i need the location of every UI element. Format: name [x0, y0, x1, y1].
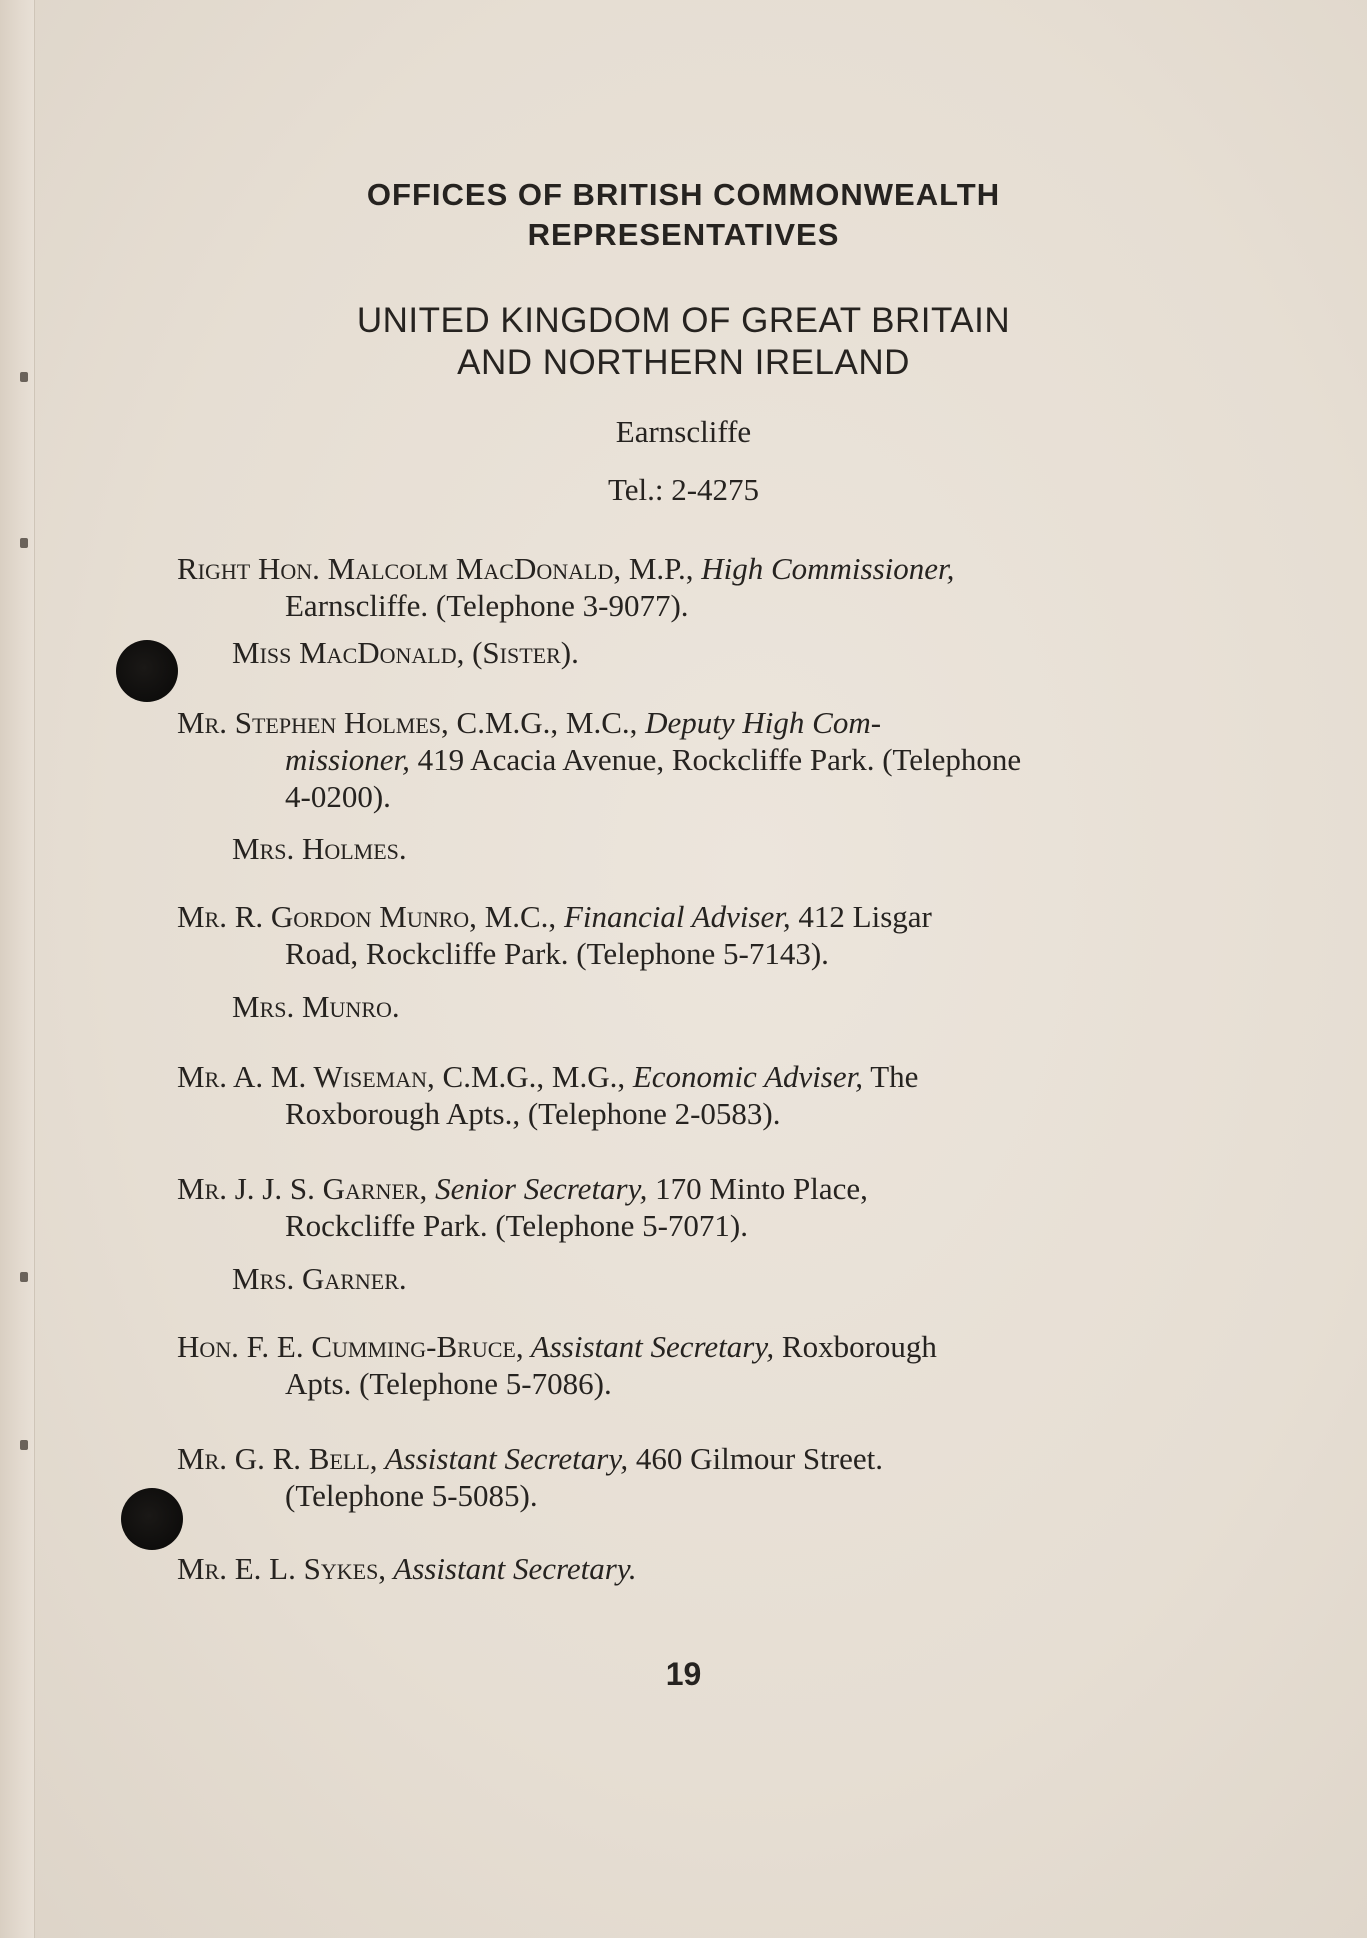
staff-entry — [177, 1440, 1189, 1514]
staff-address-cont: Road, Rockcliffe Park. (Telephone 5-7143). — [285, 936, 829, 971]
staff-name: Hon. F. E. Cumming-Bruce, — [177, 1329, 524, 1364]
family-member: Mrs. Garner. — [232, 1261, 407, 1296]
page-heading-line2: REPRESENTATIVES — [527, 217, 840, 252]
punch-hole — [116, 640, 178, 702]
staff-address-cont: Apts. (Telephone 5-7086). — [285, 1366, 612, 1401]
staff-title: Deputy High Com- — [645, 705, 882, 740]
staff-entry — [177, 1550, 1189, 1587]
staff-title: High Commissioner, — [701, 551, 955, 586]
page-heading-line1: OFFICES OF BRITISH COMMONWEALTH — [366, 177, 1001, 212]
staff-entry — [177, 1170, 1189, 1244]
staff-honours: C.M.G., M.G., — [434, 1059, 633, 1094]
staff-address: Roxborough — [774, 1329, 937, 1364]
staff-entry — [177, 1058, 1189, 1132]
family-member: Mrs. Munro. — [232, 989, 400, 1024]
staff-title-cont: missioner, — [285, 742, 410, 777]
staff-entry — [177, 898, 1189, 972]
staff-name: Mr. Stephen Holmes, — [177, 705, 449, 740]
staff-title: Assistant Secretary, — [523, 1329, 775, 1364]
staff-address: 419 Acacia Avenue, Rockcliffe Park. (Telephone — [409, 742, 1022, 777]
staff-entry — [177, 704, 1189, 815]
staff-address: 460 Gilmour Street. — [628, 1441, 883, 1476]
staff-title: Assistant Secretary. — [386, 1551, 637, 1586]
staff-title: Economic Adviser, — [632, 1059, 864, 1094]
staff-telephone: 4-0200). — [285, 779, 391, 814]
staff-address: The — [863, 1059, 919, 1094]
staff-address-cont: Roxborough Apts., (Telephone 2-0583). — [285, 1096, 781, 1131]
staff-name: Mr. E. L. Sykes, — [177, 1551, 387, 1586]
staff-honours: C.M.G., M.C., — [448, 705, 646, 740]
book-spine — [0, 0, 35, 1938]
family-member: Miss MacDonald, (Sister). — [232, 635, 579, 670]
binding-mark — [20, 1272, 28, 1282]
staff-name: Mr. A. M. Wiseman, — [177, 1059, 435, 1094]
staff-address-cont: Rockcliffe Park. (Telephone 5-7071). — [285, 1208, 748, 1243]
staff-name: Mr. R. Gordon Munro, — [177, 899, 477, 934]
staff-address: 170 Minto Place, — [647, 1171, 868, 1206]
binding-mark — [20, 538, 28, 548]
office-telephone: Tel.: 2-4275 — [607, 472, 760, 507]
staff-honours: M.P., — [621, 551, 702, 586]
staff-address: Earnscliffe. (Telephone 3-9077). — [285, 588, 689, 623]
staff-title: Senior Secretary, — [427, 1171, 648, 1206]
staff-honours: M.C., — [476, 899, 564, 934]
office-name: Earnscliffe — [615, 414, 752, 449]
country-line2: AND NORTHERN IRELAND — [457, 343, 910, 382]
country-line1: UNITED KINGDOM OF GREAT BRITAIN — [356, 301, 1011, 340]
page-number: 19 — [665, 1656, 702, 1692]
staff-title: Financial Adviser, — [563, 899, 791, 934]
staff-address: 412 Lisgar — [790, 899, 932, 934]
staff-name: Mr. J. J. S. Garner, — [177, 1171, 428, 1206]
staff-entry — [177, 550, 1189, 624]
staff-name: Right Hon. Malcolm MacDonald, — [177, 551, 622, 586]
family-member: Mrs. Holmes. — [232, 831, 407, 866]
staff-entry — [177, 1328, 1189, 1402]
punch-hole — [121, 1488, 183, 1550]
binding-mark — [20, 1440, 28, 1450]
staff-title: Assistant Secretary, — [377, 1441, 629, 1476]
staff-name: Mr. G. R. Bell, — [177, 1441, 378, 1476]
staff-telephone: (Telephone 5-5085). — [285, 1478, 538, 1513]
